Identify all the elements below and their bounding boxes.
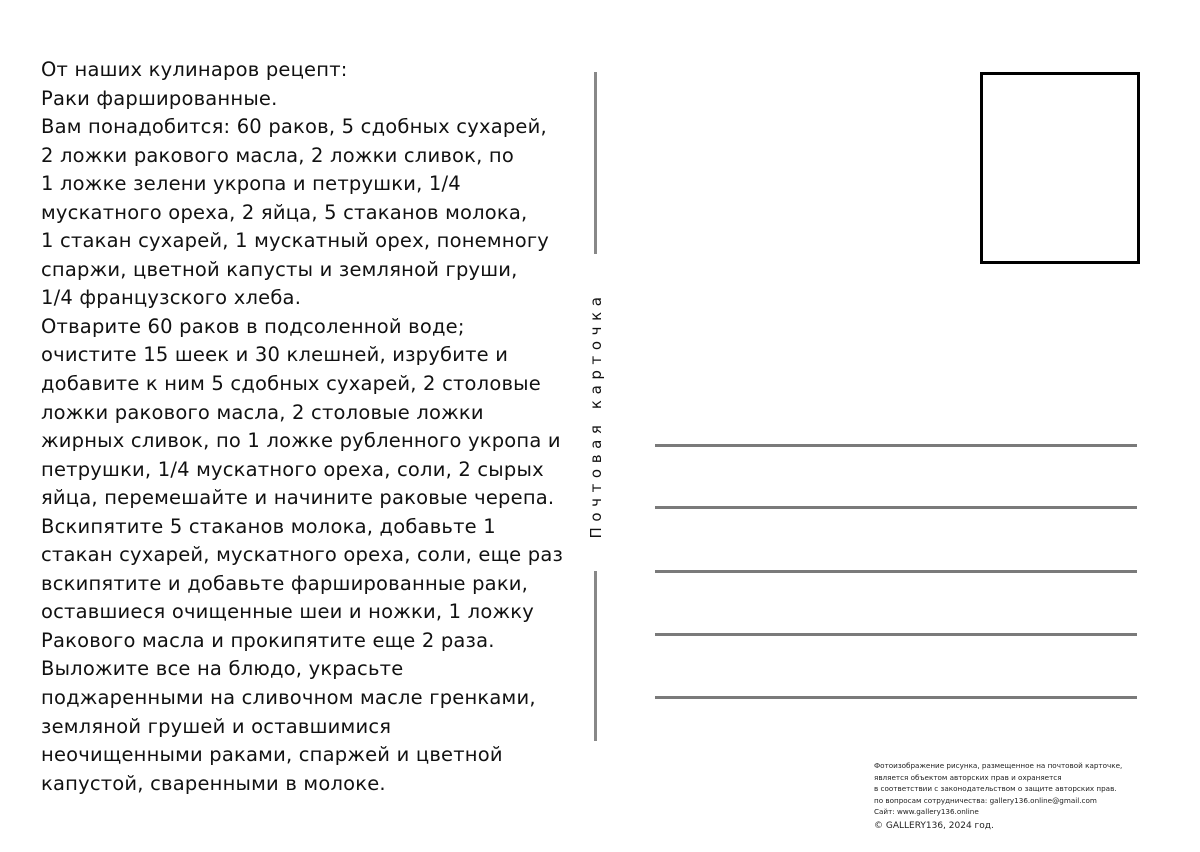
- recipe-line: мускатного ореха, 2 яйца, 5 стаканов молока,: [41, 200, 528, 224]
- recipe-line: Ракового масла и прокипятите еще 2 раза.: [41, 628, 495, 652]
- copyright-notice: [874, 760, 1174, 833]
- stamp-box: [980, 72, 1140, 264]
- postcard-vertical-label: Почтовая карточка: [587, 291, 605, 539]
- recipe-line: очистите 15 шеек и 30 клешней, изрубите и: [41, 343, 509, 367]
- recipe-line: От наших кулинаров рецепт:: [41, 58, 348, 81]
- recipe-line: Выложите все на блюдо, украсьте: [41, 657, 404, 681]
- recipe-line: Раки фаршированные.: [41, 86, 278, 110]
- recipe-line: жирных сливок, по 1 ложке рубленного укропа и: [41, 429, 561, 453]
- address-line: [655, 570, 1137, 573]
- recipe-line: неочищенными раками, спаржей и цветной: [41, 743, 503, 767]
- recipe-line: капустой, сваренными в молоке.: [41, 771, 386, 795]
- recipe-line: Вам понадобится: 60 раков, 5 сдобных сухарей,: [41, 115, 547, 139]
- recipe-line: петрушки, 1/4 мускатного ореха, соли, 2 сырых: [41, 457, 544, 481]
- copyright-line: Фотоизображение рисунка, размещенное на почтовой карточке,: [874, 761, 1123, 770]
- copyright-line: по вопросам сотрудничества: gallery136.online@gmail.com: [874, 795, 1097, 805]
- recipe-line: 1 стакан сухарей, 1 мускатный орех, понемногу: [41, 229, 550, 253]
- recipe-line: вскипятите и добавьте фаршированные раки,: [41, 571, 529, 595]
- recipe-line: Вскипятите 5 стаканов молока, добавьте 1: [41, 514, 496, 538]
- address-line: [655, 506, 1137, 509]
- copyright-line: Сайт: www.gallery136.online: [874, 807, 979, 817]
- divider-line-bottom: [594, 571, 597, 741]
- copyright-final: © GALLERY136, 2024 год.: [874, 820, 994, 831]
- copyright-line: в соответствии с законодательством о защите авторских прав.: [874, 784, 1117, 794]
- recipe-line: поджаренными на сливочном масле гренками,: [41, 686, 536, 710]
- recipe-line: Отварите 60 раков в подсоленной воде;: [41, 314, 465, 338]
- recipe-line: 1/4 французского хлеба.: [41, 286, 302, 310]
- recipe-line: оставшиеся очищенные шеи и ножки, 1 ложку: [41, 600, 534, 624]
- address-line: [655, 444, 1137, 447]
- recipe-line: ложки ракового масла, 2 столовые ложки: [41, 400, 484, 424]
- recipe-line: яйца, перемешайте и начините раковые черепа.: [41, 486, 555, 510]
- divider-line-top: [594, 72, 597, 254]
- recipe-text: [41, 56, 581, 798]
- address-line: [655, 633, 1137, 636]
- copyright-line: является объектом авторских прав и охраняется: [874, 772, 1062, 782]
- recipe-line: 1 ложке зелени укропа и петрушки, 1/4: [41, 172, 461, 196]
- recipe-line: земляной грушей и оставшимися: [41, 714, 392, 738]
- address-line: [655, 696, 1137, 699]
- recipe-line: 2 ложки ракового масла, 2 ложки сливок, по: [41, 143, 514, 167]
- recipe-line: добавите к ним 5 сдобных сухарей, 2 столовые: [41, 372, 541, 396]
- recipe-line: спаржи, цветной капусты и земляной груши,: [41, 257, 518, 281]
- recipe-line: стакан сухарей, мускатного ореха, соли, еще раз: [41, 543, 564, 567]
